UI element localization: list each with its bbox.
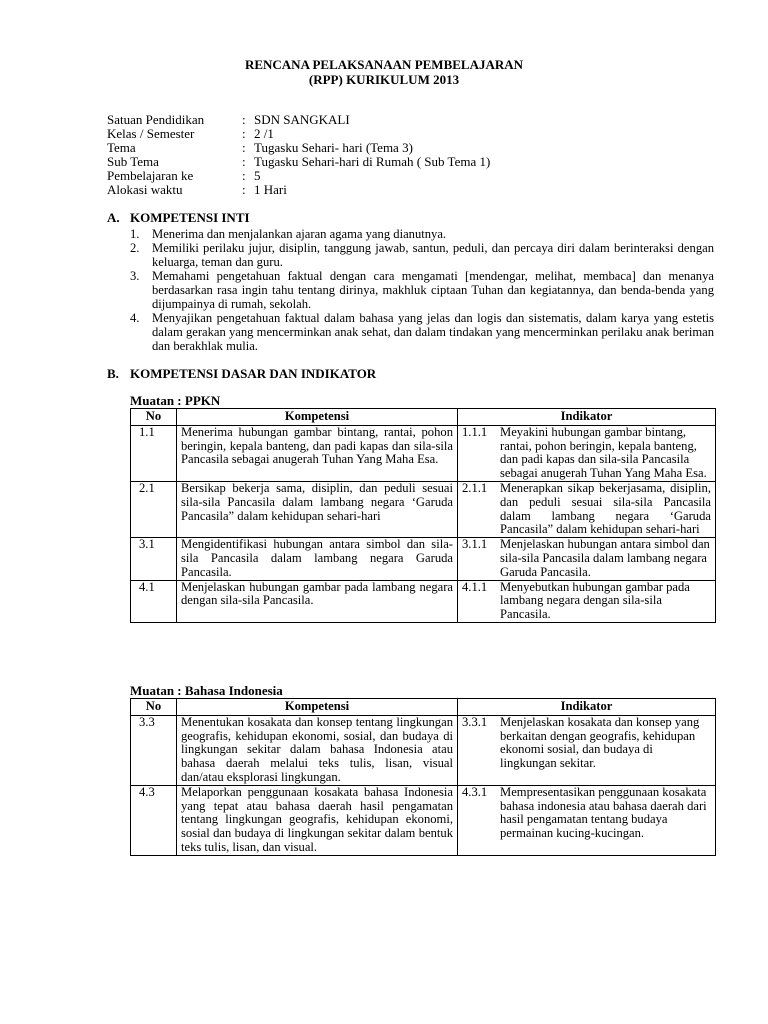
- table-row: 3.1 Mengidentifikasi hubungan antara simbol dan sila-sila Pancasila dalam lambang negara Garuda Pancasila. 3.1.1 Menjelaskan hubungan antara simbol dan sila-sila Pancasila dalam lambang negara Garuda Pancasila.: [131, 538, 716, 580]
- bahasa-indonesia-table: [130, 698, 716, 856]
- list-item: 1. Menerima dan menjalankan ajaran agama yang dianutnya.: [130, 227, 447, 241]
- muatan-bindo-heading: Muatan : Bahasa Indonesia: [130, 683, 283, 698]
- header-indikator: Indikator: [458, 409, 716, 426]
- kompetensi-inti-list: [130, 227, 714, 353]
- muatan-ppkn-heading: Muatan : PPKN: [130, 393, 221, 408]
- header-kompetensi: Kompetensi: [177, 409, 458, 426]
- table-header-row: [131, 699, 716, 716]
- document-subtitle: (RPP) KURIKULUM 2013: [308, 72, 460, 87]
- document-title: RENCANA PELAKSANAAN PEMBELAJARAN: [244, 57, 524, 72]
- info-row: Kelas / Semester : 2 /1: [107, 126, 274, 141]
- table-row: 1.1 Menerima hubungan gambar bintang, rantai, pohon beringin, kepala banteng, dan padi kapas dan sila-sila Pancasila sebagai anugerah Tuhan Yang Maha Esa. 1.1.1 Meyakini hubungan gambar bintang, rantai, pohon beringin, kepala banteng, dan padi kapas dan sila-sila Pancasila sebagai anugerah Tuhan Yang Maha Esa.: [131, 425, 716, 481]
- header-kompetensi: Kompetensi: [177, 699, 458, 716]
- header-indikator: Indikator: [458, 699, 716, 716]
- table-row: 4.3 Melaporkan penggunaan kosakata bahasa Indonesia yang tepat atau bahasa daerah hasil pengamatan tentang lingkungan geografis, kehidupan ekonomi, sosial dan budaya di lingkungan sekitar dalam bentuk teks tulis, lisan, dan visual. 4.3.1 Mempresentasikan penggunaan kosakata bahasa indonesia atau bahasa daerah dari hasil pengamatan tentang budaya permainan kucing-kucingan.: [131, 785, 716, 855]
- table-row: 4.1 Menjelaskan hubungan gambar pada lambang negara dengan sila-sila Pancasila. 4.1.1 Menyebutkan hubungan gambar pada lambang negara dengan sila-sila Pancasila.: [131, 580, 716, 622]
- table-header-row: [131, 409, 716, 426]
- info-row: Tema : Tugasku Sehari- hari (Tema 3): [107, 140, 413, 155]
- info-row: Alokasi waktu : 1 Hari: [107, 182, 287, 197]
- section-b-heading: B. KOMPETENSI DASAR DAN INDIKATOR: [107, 366, 377, 381]
- table-row: 2.1 Bersikap bekerja sama, disiplin, dan peduli sesuai sila-sila Pancasila dalam lambang negara ‘Garuda Pancasila” dalam kehidupan sehari-hari 2.1.1 Menerapkan sikap bekerjasama, disiplin, dan peduli sesuai sila-sila Pancasila dalam lambang negara ‘Garuda Pancasila” dalam kehidupan sehari-hari: [131, 481, 716, 537]
- identity-block: [107, 113, 490, 197]
- header-no: No: [131, 409, 177, 426]
- header-no: No: [131, 699, 177, 716]
- info-row: Satuan Pendidikan : SDN SANGKALI: [107, 112, 350, 127]
- info-row: Sub Tema : Tugasku Sehari-hari di Rumah ( Sub Tema 1): [107, 154, 491, 169]
- list-item: 4. Menyajikan pengetahuan faktual dalam bahasa yang jelas dan logis dan sistematis, dalam karya yang estetis dalam gerakan yang mencerminkan anak sehat, dan dalam tindakan yang mencerminkan perilaku anak beriman dan berakhlak mulia.: [130, 311, 714, 353]
- list-item: 3. Memahami pengetahuan faktual dengan cara mengamati [mendengar, melihat, membaca] dan menanya berdasarkan rasa ingin tahu tentang dirinya, makhluk ciptaan Tuhan dan kegiatannya, dan benda-benda yang dijumpainya di rumah, sekolah.: [130, 269, 714, 311]
- list-item: 2. Memiliki perilaku jujur, disiplin, tanggung jawab, santun, peduli, dan percaya diri dalam berinteraksi dengan keluarga, teman dan guru.: [130, 241, 714, 269]
- info-row: Pembelajaran ke : 5: [107, 168, 261, 183]
- ppkn-table: [130, 408, 716, 623]
- table-row: 3.3 Menentukan kosakata dan konsep tentang lingkungan geografis, kehidupan ekonomi, sosial, dan budaya di lingkungan sekitar dalam bahasa Indonesia atau bahasa daerah melalui teks tulis, lisan, visual dan/atau eksplorasi lingkungan. 3.3.1 Menjelaskan kosakata dan konsep yang berkaitan dengan geografis, kehidupan ekonomi sosial, dan budaya di lingkungan sekitar.: [131, 715, 716, 785]
- section-a-heading: A. KOMPETENSI INTI: [107, 210, 250, 225]
